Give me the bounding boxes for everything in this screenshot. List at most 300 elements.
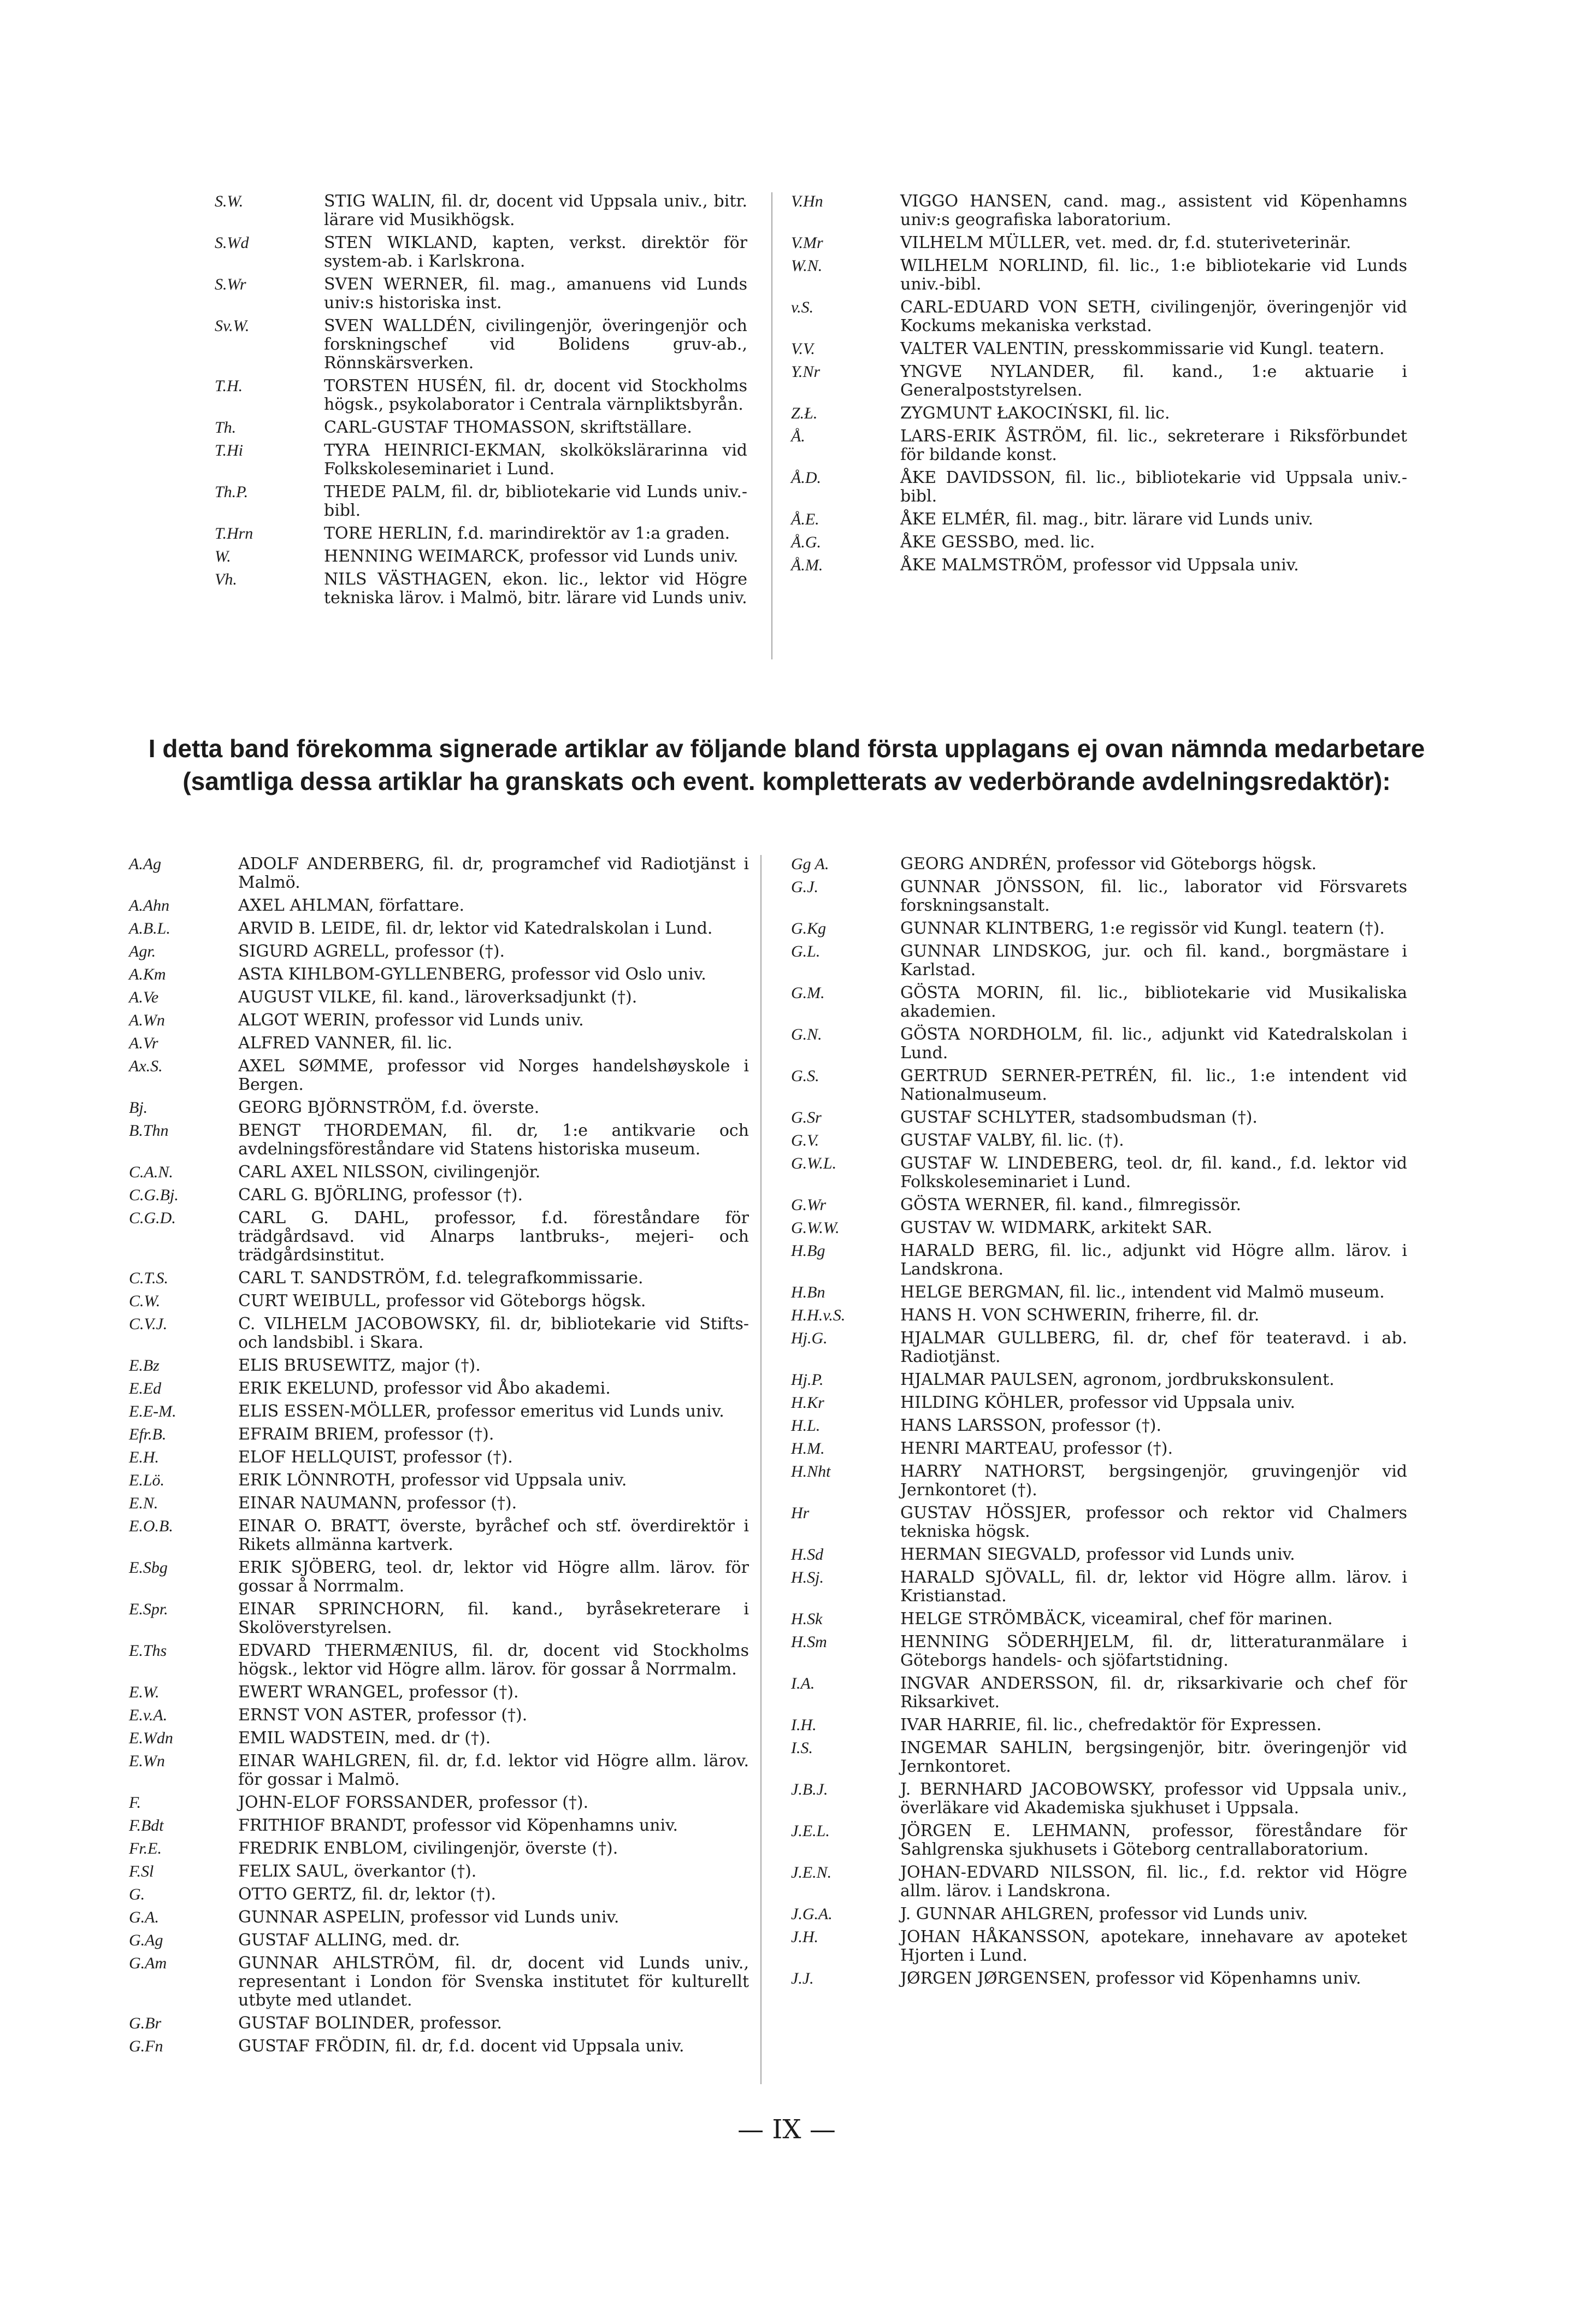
contributor-entry (129, 1729, 749, 1748)
contributor-entry (791, 1504, 1407, 1541)
contributor-entry (791, 1131, 1407, 1150)
signature-abbreviation: E.Ths (129, 1642, 167, 1660)
contributor-description: ELIS BRUSEWITZ, major (†). (238, 1356, 481, 1375)
signature-abbreviation: F. (129, 1794, 141, 1812)
contributor-description: JÖRGEN E. LEHMANN, professor, föreståndare för Sahlgrenska sjukhusets i Göteborg centrallaboratorium. (900, 1821, 1407, 1859)
signature-abbreviation: Å.G. (791, 533, 821, 551)
contributor-entry (791, 984, 1407, 1021)
contributor-entry (791, 855, 1407, 874)
contributor-description: GUNNAR ASPELIN, professor vid Lunds univ. (238, 1908, 619, 1927)
signature-abbreviation: Å.M. (791, 556, 823, 574)
contributor-description: ÅKE ELMÉR, fil. mag., bitr. lärare vid Lunds univ. (900, 510, 1313, 529)
contributor-description: JØRGEN JØRGENSEN, professor vid Köpenhamns univ. (900, 1969, 1361, 1988)
signature-abbreviation: G. (129, 1885, 145, 1903)
contributor-description: ELIS ESSEN-MÖLLER, professor emeritus vid Lunds univ. (238, 1402, 724, 1421)
contributor-entry (129, 1122, 749, 1159)
signature-abbreviation: A.Ag (129, 855, 162, 873)
signature-abbreviation: E.H. (129, 1448, 159, 1466)
contributor-entry (215, 547, 747, 566)
signature-abbreviation: Sv.W. (215, 317, 250, 335)
contributor-entry (791, 1025, 1407, 1063)
contributor-entry (215, 524, 747, 543)
signature-abbreviation: H.H.v.S. (791, 1306, 846, 1324)
signature-abbreviation: E.Lö. (129, 1471, 165, 1489)
contributor-entry (791, 1417, 1407, 1435)
contributor-description: BENGT THORDEMAN, fil. dr, 1:e antikvarie och avdelningsföreståndare vid Statens historiska museum. (238, 1121, 749, 1159)
contributor-entry (791, 1716, 1407, 1735)
signature-abbreviation: G.Wr (791, 1196, 827, 1214)
contributor-description: VILHELM MÜLLER, vet. med. dr, f.d. stuteriveterinär. (900, 233, 1351, 252)
contributor-entry (129, 1494, 749, 1513)
contributor-description: SVEN WERNER, fil. mag., amanuens vid Lunds univ:s historiska inst. (324, 275, 747, 312)
contributor-entry (791, 1739, 1407, 1776)
signature-abbreviation: E.O.B. (129, 1517, 173, 1535)
contributor-description: HENNING SÖDERHJELM, fil. dr, litteraturanmälare i Göteborgs handels- och sjöfartstidning. (900, 1632, 1407, 1670)
contributor-description: TYRA HEINRICI-EKMAN, skolkökslärarinna vid Folkskoleseminariet i Lund. (324, 441, 747, 479)
signature-abbreviation: G.A. (129, 1908, 159, 1926)
contributor-description: OTTO GERTZ, fil. dr, lektor (†). (238, 1885, 497, 1904)
contributor-description: GUNNAR JÖNSSON, fil. lic., laborator vid Försvarets forskningsanstalt. (900, 877, 1407, 915)
signature-abbreviation: Hr (791, 1504, 810, 1522)
contributor-entry (791, 1928, 1407, 1965)
contributor-entry (791, 556, 1407, 575)
contributor-entry (791, 1822, 1407, 1859)
contributor-description: EFRAIM BRIEM, professor (†). (238, 1425, 494, 1444)
contributor-description: TORSTEN HUSÉN, fil. dr, docent vid Stockholms högsk., psykolaborator i Centrala värnpliktsbyrån. (324, 376, 747, 414)
signature-abbreviation: I.A. (791, 1674, 815, 1692)
contributor-description: IVAR HARRIE, fil. lic., chefredaktör för Expressen. (900, 1715, 1322, 1735)
signature-abbreviation: G.Sr (791, 1108, 822, 1126)
signature-abbreviation: Z.Ł. (791, 404, 818, 422)
contributor-description: GUSTAF SCHLYTER, stadsombudsman (†). (900, 1108, 1258, 1127)
contributor-entry (129, 1794, 749, 1812)
signature-abbreviation: J.H. (791, 1928, 818, 1946)
contributor-entry (215, 275, 747, 312)
contributor-entry (129, 1356, 749, 1375)
contributor-description: FREDRIK ENBLOM, civilingenjör, överste (†). (238, 1839, 618, 1858)
contributor-entry (129, 1752, 749, 1789)
contributor-entry (129, 1425, 749, 1444)
contributor-entry (129, 1683, 749, 1702)
signature-abbreviation: F.Bdt (129, 1816, 164, 1835)
contributor-entry (791, 192, 1407, 229)
signature-abbreviation: H.Sk (791, 1610, 823, 1628)
signature-abbreviation: V.Hn (791, 192, 823, 210)
contributor-entry (791, 533, 1407, 552)
contributor-description: VALTER VALENTIN, presskommissarie vid Kungl. teatern. (900, 339, 1385, 358)
signature-abbreviation: S.W. (215, 192, 244, 210)
signature-abbreviation: G.Fn (129, 2037, 163, 2055)
contributor-description: INGVAR ANDERSSON, fil. dr, riksarkivarie och chef för Riksarkivet. (900, 1674, 1407, 1712)
signature-abbreviation: T.H. (215, 377, 243, 395)
signature-abbreviation: H.Kr (791, 1394, 824, 1412)
signature-abbreviation: F.Sl (129, 1862, 154, 1880)
contributor-description: GUNNAR KLINTBERG, 1:e regissör vid Kungl. teatern (†). (900, 919, 1385, 938)
contributor-description: EMIL WADSTEIN, med. dr (†). (238, 1729, 491, 1748)
contributor-entry (791, 1546, 1407, 1564)
contributor-entry (129, 1642, 749, 1679)
top-left-column (215, 192, 747, 612)
signature-abbreviation: H.Nht (791, 1462, 831, 1480)
contributor-entry (791, 427, 1407, 464)
contributor-entry (791, 1154, 1407, 1192)
contributor-description: EINAR NAUMANN, professor (†). (238, 1494, 517, 1513)
contributor-entry (129, 1448, 749, 1467)
contributor-description: CARL-EDUARD VON SETH, civilingenjör, överingenjör vid Kockums mekaniska verkstad. (900, 298, 1407, 335)
contributor-description: J. BERNHARD JACOBOWSKY, professor vid Uppsala univ., överläkare vid Akademiska sjukhuset i Uppsala. (900, 1780, 1407, 1818)
signature-abbreviation: G.M. (791, 984, 825, 1002)
contributor-entry (215, 441, 747, 479)
contributor-description: GUSTAF BOLINDER, professor. (238, 2014, 502, 2033)
contributor-description: ERIK SJÖBERG, teol. dr, lektor vid Högre allm. lärov. för gossar å Norrmalm. (238, 1558, 749, 1596)
contributor-description: ELOF HELLQUIST, professor (†). (238, 1448, 513, 1467)
contributor-description: J. GUNNAR AHLGREN, professor vid Lunds univ. (900, 1904, 1308, 1924)
contributor-description: CARL AXEL NILSSON, civilingenjör. (238, 1163, 541, 1182)
contributor-description: HELGE BERGMAN, fil. lic., intendent vid Malmö museum. (900, 1283, 1385, 1302)
contributor-description: ARVID B. LEIDE, fil. dr, lektor vid Katedralskolan i Lund. (238, 919, 713, 938)
contributor-description: HARALD SJÖVALL, fil. dr, lektor vid Högre allm. lärov. i Kristianstad. (900, 1568, 1407, 1606)
contributor-entry (129, 2014, 749, 2033)
signature-abbreviation: E.Wn (129, 1752, 165, 1770)
contributor-entry (791, 1394, 1407, 1412)
contributor-entry (791, 363, 1407, 400)
signature-abbreviation: V.V. (791, 340, 815, 358)
contributor-description: CARL-GUSTAF THOMASSON, skriftställare. (324, 418, 692, 437)
signature-abbreviation: J.J. (791, 1969, 814, 1987)
signature-abbreviation: Hj.P. (791, 1371, 824, 1389)
contributor-entry (791, 1905, 1407, 1924)
signature-abbreviation: Vh. (215, 570, 237, 588)
contributor-description: AUGUST VILKE, fil. kand., läroverksadjunkt (†). (238, 988, 638, 1007)
contributor-description: EWERT WRANGEL, professor (†). (238, 1683, 519, 1702)
signature-abbreviation: Bj. (129, 1099, 148, 1117)
contributor-entry (791, 298, 1407, 335)
contributor-description: VIGGO HANSEN, cand. mag., assistent vid Köpenhamns univ:s geografiska laboratorium. (900, 192, 1407, 229)
contributor-description: GEORG BJÖRNSTRÖM, f.d. överste. (238, 1098, 540, 1117)
contributor-entry (129, 1908, 749, 1927)
contributor-entry (129, 1471, 749, 1490)
signature-abbreviation: E.Ed (129, 1379, 162, 1397)
contributor-description: HENNING WEIMARCK, professor vid Lunds univ. (324, 547, 739, 566)
signature-abbreviation: Å.D. (791, 469, 821, 487)
contributor-description: HJALMAR PAULSEN, agronom, jordbrukskonsulent. (900, 1370, 1335, 1389)
contributor-entry (791, 1067, 1407, 1104)
contributor-entry (129, 1559, 749, 1596)
contributor-description: GÖSTA MORIN, fil. lic., bibliotekarie vid Musikaliska akademien. (900, 983, 1407, 1021)
signature-abbreviation: H.Sd (791, 1546, 824, 1564)
signature-abbreviation: A.Vr (129, 1034, 158, 1052)
contributor-description: SIGURD AGRELL, professor (†). (238, 942, 505, 961)
contributor-description: YNGVE NYLANDER, fil. kand., 1:e aktuarie i Generalpoststyrelsen. (900, 362, 1407, 400)
contributor-entry (215, 192, 747, 229)
contributor-description: GÖSTA WERNER, fil. kand., filmregissör. (900, 1195, 1242, 1214)
contributor-entry (129, 1186, 749, 1205)
signature-abbreviation: C.A.N. (129, 1163, 173, 1181)
signature-abbreviation: H.L. (791, 1417, 821, 1435)
contributor-entry (215, 377, 747, 414)
contributor-entry (791, 878, 1407, 915)
signature-abbreviation: C.W. (129, 1292, 161, 1310)
signature-abbreviation: G.Kg (791, 919, 827, 937)
contributor-description: CARL G. DAHL, professor, f.d. föreståndare för trädgårdsavd. vid Alnarps lantbruks-, mejeri- och trädgårdsinstitut. (238, 1208, 749, 1265)
signature-abbreviation: v.S. (791, 298, 814, 316)
contributor-entry (129, 1292, 749, 1311)
signature-abbreviation: Gg A. (791, 855, 829, 873)
contributor-entry (215, 483, 747, 520)
contributor-description: ERNST VON ASTER, professor (†). (238, 1706, 528, 1725)
contributor-entry (791, 234, 1407, 252)
contributor-description: ERIK EKELUND, professor vid Åbo akademi. (238, 1379, 611, 1398)
contributor-description: HERMAN SIEGVALD, professor vid Lunds univ. (900, 1545, 1295, 1564)
contributor-description: GUSTAV HÖSSJER, professor och rektor vid Chalmers tekniska högsk. (900, 1503, 1407, 1541)
bottom-left-column (129, 855, 749, 2060)
contributor-entry (215, 418, 747, 437)
contributor-description: JOHN-ELOF FORSSANDER, professor (†). (238, 1793, 589, 1812)
contributor-description: GÖSTA NORDHOLM, fil. lic., adjunkt vid Katedralskolan i Lund. (900, 1025, 1407, 1063)
contributor-description: HENRI MARTEAU, professor (†). (900, 1439, 1173, 1458)
signature-abbreviation: Efr.B. (129, 1425, 167, 1443)
contributor-description: ZYGMUNT ŁAKOCIŃSKI, fil. lic. (900, 404, 1170, 423)
signature-abbreviation: G.J. (791, 878, 818, 896)
contributor-entry (129, 1706, 749, 1725)
contributor-description: GUSTAF VALBY, fil. lic. (†). (900, 1131, 1124, 1150)
contributor-entry (791, 1242, 1407, 1279)
contributor-entry (129, 1099, 749, 1117)
contributor-description: HARRY NATHORST, bergsingenjör, gruvingenjör vid Jernkontoret (†). (900, 1462, 1407, 1500)
signature-abbreviation: E.W. (129, 1683, 160, 1701)
signature-abbreviation: G.V. (791, 1131, 819, 1149)
contributor-entry (129, 1517, 749, 1554)
contributor-entry (129, 1379, 749, 1398)
contributor-entry (791, 1462, 1407, 1500)
contributor-entry (129, 1954, 749, 2010)
contributor-entry (129, 1315, 749, 1352)
contributor-description: JOHAN HÅKANSSON, apotekare, innehavare av apoteket Hjorten i Lund. (900, 1927, 1407, 1965)
signature-abbreviation: Ax.S. (129, 1057, 163, 1075)
signature-abbreviation: Agr. (129, 942, 156, 960)
signature-abbreviation: T.Hi (215, 441, 243, 459)
contributor-description: GUSTAV W. WIDMARK, arkitekt SAR. (900, 1218, 1213, 1237)
signature-abbreviation: W.N. (791, 257, 823, 275)
contributor-entry (129, 1163, 749, 1182)
signature-abbreviation: I.S. (791, 1739, 813, 1757)
signature-abbreviation: E.E-M. (129, 1402, 176, 1420)
contributor-entry (791, 257, 1407, 294)
contributor-description: STEN WIKLAND, kapten, verkst. direktör för system-ab. i Karlskrona. (324, 233, 747, 271)
contributor-description: GUSTAF ALLING, med. dr. (238, 1931, 461, 1950)
contributor-description: NILS VÄSTHAGEN, ekon. lic., lektor vid Högre tekniska lärov. i Malmö, bitr. lärare vid Lunds univ. (324, 570, 747, 607)
signature-abbreviation: H.Bn (791, 1283, 825, 1301)
contributor-description: HANS LARSSON, professor (†). (900, 1416, 1162, 1435)
contributor-description: STIG WALIN, fil. dr, docent vid Uppsala univ., bitr. lärare vid Musikhögsk. (324, 192, 747, 229)
contributor-entry (791, 1196, 1407, 1214)
contributor-description: ASTA KIHLBOM-GYLLENBERG, professor vid Oslo univ. (238, 965, 706, 984)
signature-abbreviation: G.Br (129, 2014, 162, 2032)
contributor-description: ERIK LÖNNROTH, professor vid Uppsala univ. (238, 1471, 627, 1490)
contributor-entry (791, 404, 1407, 423)
signature-abbreviation: A.B.L. (129, 919, 170, 937)
signature-abbreviation: G.W.W. (791, 1219, 840, 1237)
signature-abbreviation: J.G.A. (791, 1905, 833, 1923)
signature-abbreviation: A.Km (129, 965, 166, 983)
contributor-entry (791, 1108, 1407, 1127)
signature-abbreviation: G.L. (791, 942, 821, 960)
contributor-description: ALGOT WERIN, professor vid Lunds univ. (238, 1011, 584, 1030)
contributor-entry (129, 1034, 749, 1053)
contributor-description: EINAR SPRINCHORN, fil. kand., byråsekreterare i Skolöverstyrelsen. (238, 1600, 749, 1637)
contributor-description: GUNNAR LINDSKOG, jur. och fil. kand., borgmästare i Karlstad. (900, 942, 1407, 980)
top-column-divider (771, 192, 772, 659)
contributor-entry (129, 896, 749, 915)
contributor-entry (129, 1600, 749, 1637)
contributor-entry (791, 510, 1407, 529)
contributor-entry (215, 234, 747, 271)
contributor-entry (791, 1633, 1407, 1670)
contributor-description: TORE HERLIN, f.d. marindirektör av 1:a graden. (324, 524, 730, 543)
contributor-entry (791, 942, 1407, 980)
contributor-description: HILDING KÖHLER, professor vid Uppsala univ. (900, 1393, 1296, 1412)
signature-abbreviation: A.Ahn (129, 896, 170, 915)
contributor-entry (129, 2037, 749, 2056)
contributor-entry (791, 469, 1407, 506)
contributor-description: HANS H. VON SCHWERIN, friherre, fil. dr. (900, 1306, 1260, 1325)
contributor-description: GUSTAF W. LINDEBERG, teol. dr, fil. kand., f.d. lektor vid Folkskoleseminariet i Lund. (900, 1154, 1407, 1192)
contributor-entry (791, 340, 1407, 358)
contributor-entry (129, 1057, 749, 1094)
signature-abbreviation: I.H. (791, 1716, 817, 1734)
contributor-entry (129, 1209, 749, 1265)
contributor-entry (215, 570, 747, 607)
contributor-description: FELIX SAUL, överkantor (†). (238, 1862, 477, 1881)
contributor-description: C. VILHELM JACOBOWSKY, fil. dr, bibliotekarie vid Stifts- och landsbibl. i Skara. (238, 1314, 749, 1352)
contributor-description: CARL G. BJÖRLING, professor (†). (238, 1185, 523, 1205)
contributor-entry (791, 1674, 1407, 1712)
contributor-description: CURT WEIBULL, professor vid Göteborgs högsk. (238, 1291, 646, 1311)
contributor-description: FRITHIOF BRANDT, professor vid Köpenhamns univ. (238, 1816, 678, 1835)
contributor-description: LARS-ERIK ÅSTRÖM, fil. lic., sekreterare i Riksförbundet för bildande konst. (900, 427, 1407, 464)
contributor-entry (791, 919, 1407, 938)
signature-abbreviation: H.Bg (791, 1242, 825, 1260)
contributor-entry (791, 1568, 1407, 1606)
contributor-entry (129, 1862, 749, 1881)
contributor-entry (129, 855, 749, 892)
signature-abbreviation: C.G.D. (129, 1209, 176, 1227)
contributor-description: EINAR WAHLGREN, fil. dr, f.d. lektor vid Högre allm. lärov. för gossar i Malmö. (238, 1751, 749, 1789)
signature-abbreviation: C.G.Bj. (129, 1186, 179, 1204)
contributor-description: GEORG ANDRÉN, professor vid Göteborgs högsk. (900, 854, 1317, 874)
top-right-column (791, 192, 1407, 579)
signature-abbreviation: A.Ve (129, 988, 159, 1006)
signature-abbreviation: H.Sj. (791, 1568, 824, 1586)
signature-abbreviation: E.v.A. (129, 1706, 168, 1724)
contributor-description: THEDE PALM, fil. dr, bibliotekarie vid Lunds univ.-bibl. (324, 482, 747, 520)
contributor-entry (129, 1931, 749, 1950)
signature-abbreviation: G.Am (129, 1954, 167, 1972)
contributor-entry (791, 1610, 1407, 1629)
contributor-description: SVEN WALLDÉN, civilingenjör, överingenjör och forskningschef vid Bolidens gruv-ab., Rönnskärsverken. (324, 316, 747, 373)
section-heading: I detta band förekomma signerade artiklar av följande bland första upplagans ej ovan nämnda medarbetare (samtliga dessa artiklar ha granskats och event. kompletterats av vederbörande avdelningsredaktör): (148, 734, 1425, 795)
contributor-entry (791, 1969, 1407, 1988)
contributor-entry (129, 1269, 749, 1288)
bottom-column-divider (760, 855, 762, 2084)
contributor-entry (129, 1011, 749, 1030)
contributor-entry (129, 1402, 749, 1421)
contributor-description: EDVARD THERMÆNIUS, fil. dr, docent vid Stockholms högsk., lektor vid Högre allm. lärov. för gossar å Norrmalm. (238, 1641, 749, 1679)
contributor-entry (129, 919, 749, 938)
signature-abbreviation: G.S. (791, 1067, 819, 1085)
signature-abbreviation: Å.E. (791, 510, 819, 528)
signature-abbreviation: Th. (215, 418, 237, 437)
contributor-description: ÅKE GESSBO, med. lic. (900, 533, 1095, 552)
contributor-entry (215, 317, 747, 373)
contributor-entry (791, 1329, 1407, 1366)
contributor-entry (791, 1219, 1407, 1237)
contributor-description: AXEL AHLMAN, författare. (238, 896, 465, 915)
contributor-entry (129, 1839, 749, 1858)
signature-abbreviation: E.N. (129, 1494, 158, 1512)
contributor-entry (791, 1306, 1407, 1325)
contributor-description: EINAR O. BRATT, överste, byråchef och stf. överdirektör i Rikets allmänna kartverk. (238, 1517, 749, 1554)
contributor-description: HJALMAR GULLBERG, fil. dr, chef för teateravd. i ab. Radiotjänst. (900, 1329, 1407, 1366)
signature-abbreviation: A.Wn (129, 1011, 165, 1029)
contributor-description: CARL T. SANDSTRÖM, f.d. telegrafkommissarie. (238, 1269, 644, 1288)
signature-abbreviation: T.Hrn (215, 524, 253, 542)
signature-abbreviation: W. (215, 547, 231, 565)
contributor-description: ALFRED VANNER, fil. lic. (238, 1034, 453, 1053)
page-number: — IX — (737, 2114, 836, 2145)
signature-abbreviation: H.Sm (791, 1633, 827, 1651)
signature-abbreviation: H.M. (791, 1440, 825, 1458)
signature-abbreviation: J.E.L. (791, 1822, 830, 1840)
signature-abbreviation: C.V.J. (129, 1315, 168, 1333)
contributor-entry (791, 1371, 1407, 1389)
signature-abbreviation: J.B.J. (791, 1780, 828, 1798)
signature-abbreviation: E.Wdn (129, 1729, 173, 1747)
contributor-description: JOHAN-EDVARD NILSSON, fil. lic., f.d. rektor vid Högre allm. lärov. i Landskrona. (900, 1863, 1407, 1901)
signature-abbreviation: Hj.G. (791, 1329, 828, 1347)
signature-abbreviation: Å. (791, 427, 805, 445)
signature-abbreviation: E.Spr. (129, 1600, 168, 1618)
signature-abbreviation: V.Mr (791, 234, 823, 252)
contributor-description: ADOLF ANDERBERG, fil. dr, programchef vid Radiotjänst i Malmö. (238, 854, 749, 892)
contributor-entry (129, 965, 749, 984)
contributor-description: HELGE STRÖMBÄCK, viceamiral, chef för marinen. (900, 1609, 1333, 1629)
bottom-right-column (791, 855, 1407, 1992)
contributor-entry (791, 1780, 1407, 1818)
contributor-description: ÅKE DAVIDSSON, fil. lic., bibliotekarie vid Uppsala univ.-bibl. (900, 468, 1407, 506)
contributor-entry (791, 1863, 1407, 1901)
signature-abbreviation: Fr.E. (129, 1839, 162, 1857)
contributor-entry (791, 1283, 1407, 1302)
signature-abbreviation: C.T.S. (129, 1269, 168, 1287)
contributor-entry (129, 1816, 749, 1835)
signature-abbreviation: E.Bz (129, 1356, 160, 1375)
signature-abbreviation: G.W.L. (791, 1154, 837, 1172)
contributor-description: GUNNAR AHLSTRÖM, fil. dr, docent vid Lunds univ., representant i London för Svenska institutet för kulturellt utbyte med utlandet. (238, 1954, 749, 2010)
contributor-entry (129, 942, 749, 961)
contributor-description: ÅKE MALMSTRÖM, professor vid Uppsala univ. (900, 556, 1299, 575)
signature-abbreviation: G.Ag (129, 1931, 163, 1949)
signature-abbreviation: S.Wr (215, 275, 246, 293)
contributor-description: GERTRUD SERNER-PETRÉN, fil. lic., 1:e intendent vid Nationalmuseum. (900, 1066, 1407, 1104)
signature-abbreviation: Th.P. (215, 483, 249, 501)
contributor-description: AXEL SØMME, professor vid Norges handelshøyskole i Bergen. (238, 1057, 749, 1094)
contributor-entry (129, 988, 749, 1007)
signature-abbreviation: E.Sbg (129, 1559, 168, 1577)
contributor-description: GUSTAF FRÖDIN, fil. dr, f.d. docent vid Uppsala univ. (238, 2037, 684, 2056)
signature-abbreviation: G.N. (791, 1025, 822, 1043)
contributor-entry (129, 1885, 749, 1904)
